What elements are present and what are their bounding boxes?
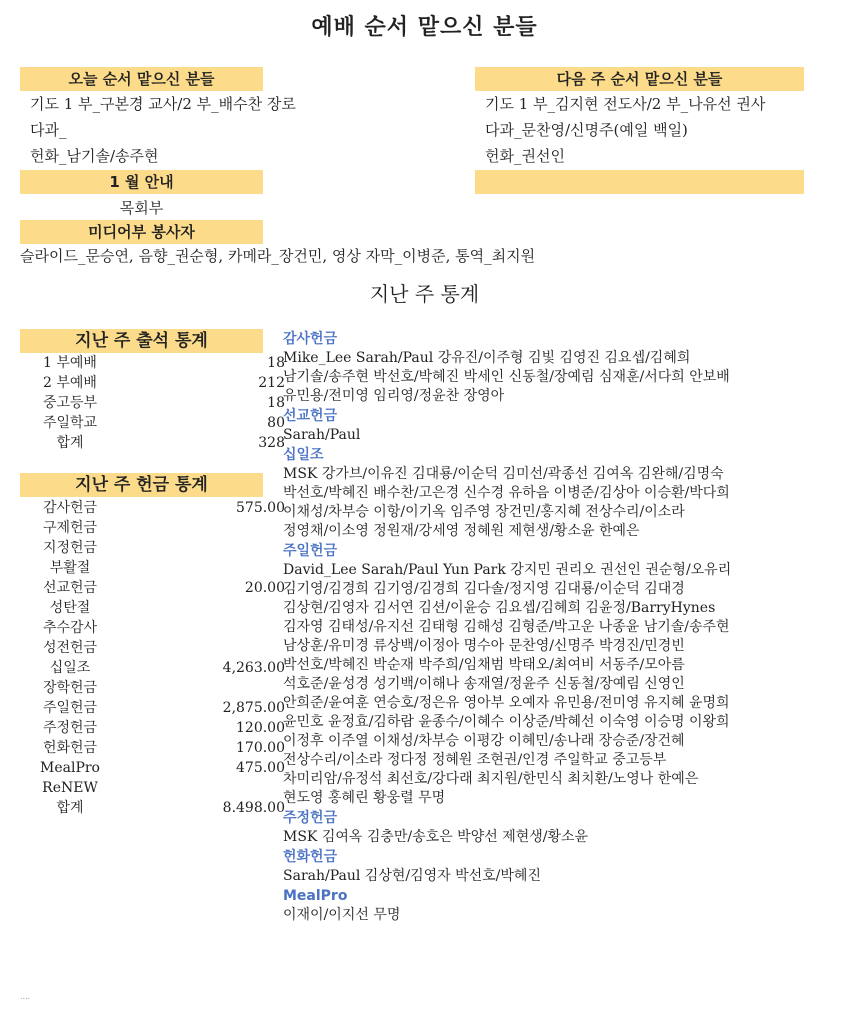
donor-category-heading: 감사헌금 [283,331,338,347]
attendance-total-row [20,433,285,453]
offering-row [20,498,285,518]
row-label: 주일헌금 [42,700,98,716]
page-title: 예배 순서 맡으신 분들 [311,15,538,40]
offering-row [20,638,285,658]
donor-names-line: 김자영 김태성/유지선 김태형 김해성 김형준/박고운 나종윤 남기솔/송주현 [283,619,730,635]
donor-names-line: MSK 강가브/이유진 김대룡/이순덕 김미선/곽종선 김여옥 김완해/김명숙 [283,466,724,482]
attendance-row [20,413,285,433]
offering-header: 지난 주 헌금 통계 [20,473,263,497]
donor-names-line: 안희준/윤여훈 연승호/정은유 영아부 오예자 유민용/전미영 유지혜 윤명희 [283,695,730,711]
donor-names-line: 이정후 이주열 이채성/차부승 이평강 이혜민/송나래 장승준/장건혜 [283,733,685,749]
donor-names-line: 박선호/박혜진 박순재 박주희/임채범 박태오/최여비 서동주/모아름 [283,657,685,673]
donor-names-line: 남상훈/유미경 류상백/이정아 명수아 문찬영/신명주 박경진/민경빈 [283,638,685,654]
january-item: 목회부 [119,199,164,217]
today-line: 기도 1 부_구본경 교사/2 부_배수찬 장로 [30,95,296,113]
row-label: 성탄절 [49,600,91,616]
offering-row [20,558,285,578]
donor-names-line: 석호준/윤성경 성기백/이해나 송재열/정윤주 신동철/장예림 신영인 [283,676,685,692]
row-label: MealPro [40,760,100,776]
row-value [120,638,285,658]
offering-row [20,658,285,678]
row-value [120,598,285,618]
row-value [120,778,285,798]
row-label: 합계 [56,435,84,451]
row-value: 170.00 [236,740,285,756]
donor-names-line: 유민용/전미영 임리영/정윤찬 장영아 [283,388,505,404]
attendance-row [20,393,285,413]
donor-names-line: Sarah/Paul 김상현/김영자 박선호/박혜진 [283,868,541,884]
donor-category-heading: MealPro [283,888,348,904]
row-label: ReNEW [42,780,98,796]
donor-category-heading: 주일헌금 [283,543,338,559]
row-label: 2 부예배 [43,375,97,391]
today-line: 다과_ [30,121,67,139]
row-label: 주정헌금 [42,720,98,736]
donor-names-line: 김기영/김경희 김기영/김경희 김다솔/정지영 김대룡/이순덕 김대경 [283,581,685,597]
row-label: 추수감사 [42,620,98,636]
next-week-header: 다음 주 순서 맡으신 분들 [475,67,804,91]
donor-names-line: 차미리암/유정석 최선호/강다래 최지원/한민식 최치환/노영나 한예은 [283,771,699,787]
media-header: 미디어부 봉사자 [20,220,263,244]
row-value: 328 [258,435,285,451]
row-label: 구제헌금 [42,520,98,536]
donor-category-heading: 헌화헌금 [283,849,338,865]
row-value: 575.00 [236,500,285,516]
footer-mark: .... [20,992,31,1001]
attendance-row [20,373,285,393]
next-week-empty-bar [475,170,804,194]
donor-names-line: 정영채/이소영 정원재/강세영 정혜원 제현생/황소윤 한예은 [283,523,640,539]
offering-row [20,698,285,718]
offering-row [20,718,285,738]
donor-category-heading: 주정헌금 [283,810,338,826]
row-value: 20.00 [244,580,285,596]
row-label: 지정헌금 [42,540,98,556]
row-label: 헌화헌금 [42,740,98,756]
offering-row [20,518,285,538]
row-value: 18 [267,395,285,411]
row-label: 합계 [56,800,84,816]
row-value: 4,263.00 [222,660,285,676]
row-value: 2,875.00 [222,700,285,716]
row-label: 감사헌금 [42,500,98,516]
donor-names-line: 윤민호 윤정효/김하람 윤종수/이혜수 이상준/박혜선 이숙영 이승명 이왕희 [283,714,730,730]
offering-row [20,738,285,758]
row-value: 80 [267,415,285,431]
offering-row [20,778,285,798]
next-week-lines [485,91,765,169]
donor-category-heading: 선교헌금 [283,408,338,424]
row-value: 18 [267,355,285,371]
offering-row [20,798,285,818]
attendance-row [20,353,285,373]
row-value: 120.00 [236,720,285,736]
row-value: 212 [258,375,285,391]
row-label: 1 부예배 [43,355,97,371]
donor-names-line: 박선호/박혜진 배수찬/고은경 신수경 유하음 이병준/김상아 이승환/박다희 [283,485,730,501]
offering-table [20,498,285,818]
offering-row [20,678,285,698]
media-line: 슬라이드_문승연, 음향_권순형, 카메라_장건민, 영상 자막_이병준, 통역_최지원 [20,247,536,265]
donor-names-line: Sarah/Paul [283,427,361,443]
next-week-line: 헌화_권선인 [485,147,565,165]
stats-title: 지난 주 통계 [369,282,480,306]
offering-row [20,598,285,618]
row-label: 십일조 [49,660,91,676]
today-line: 헌화_남기솔/송주현 [30,147,159,165]
today-lines [30,91,296,169]
donor-category-heading: 십일조 [283,447,324,463]
row-value [120,558,285,578]
attendance-table [20,353,285,453]
january-header: 1 월 안내 [20,170,263,194]
row-value [120,518,285,538]
row-label: 주일학교 [42,415,98,431]
row-value: 475.00 [236,760,285,776]
donor-list [283,329,731,925]
row-value [120,618,285,638]
next-week-line: 다과_문찬영/신명주(예일 백일) [485,121,688,139]
row-value [120,678,285,698]
donor-names-line: David_Lee Sarah/Paul Yun Park 강지민 권리오 권선인 권순형/오유리 [283,562,732,578]
row-value: 8.498.00 [222,800,285,816]
donor-names-line: 이채성/차부승 이항/이기옥 임주영 장건민/홍지혜 전상수리/이소라 [283,504,685,520]
next-week-line: 기도 1 부_김지현 전도사/2 부_나유선 권사 [485,95,766,113]
donor-names-line: 현도영 홍혜린 황웅렬 무명 [283,790,446,806]
row-label: 성전헌금 [42,640,98,656]
today-header: 오늘 순서 맡으신 분들 [20,67,263,91]
row-value [120,538,285,558]
row-label: 부활절 [49,560,91,576]
donor-names-line: 남기솔/송주현 박선호/박혜진 박세인 신동철/장예림 심재훈/서다희 안보배 [283,369,730,385]
donor-names-line: MSK 김여옥 김충만/송호은 박양선 제현생/황소윤 [283,829,589,845]
offering-row [20,758,285,778]
offering-row [20,578,285,598]
row-label: 선교헌금 [42,580,98,596]
donor-names-line: 전상수리/이소라 정다정 정혜원 조현권/인경 주일학교 중고등부 [283,752,667,768]
row-label: 장학헌금 [42,680,98,696]
offering-row [20,618,285,638]
donor-names-line: Mike_Lee Sarah/Paul 강유진/이주형 김빛 김영진 김요셉/김혜희 [283,350,691,366]
attendance-header: 지난 주 출석 통계 [20,329,263,353]
donor-names-line: 김상현/김영자 김서연 김션/이윤승 김요셉/김혜희 김윤정/BarryHynes [283,600,716,616]
donor-names-line: 이재이/이지선 무명 [283,907,401,923]
offering-row [20,538,285,558]
row-label: 중고등부 [42,395,98,411]
